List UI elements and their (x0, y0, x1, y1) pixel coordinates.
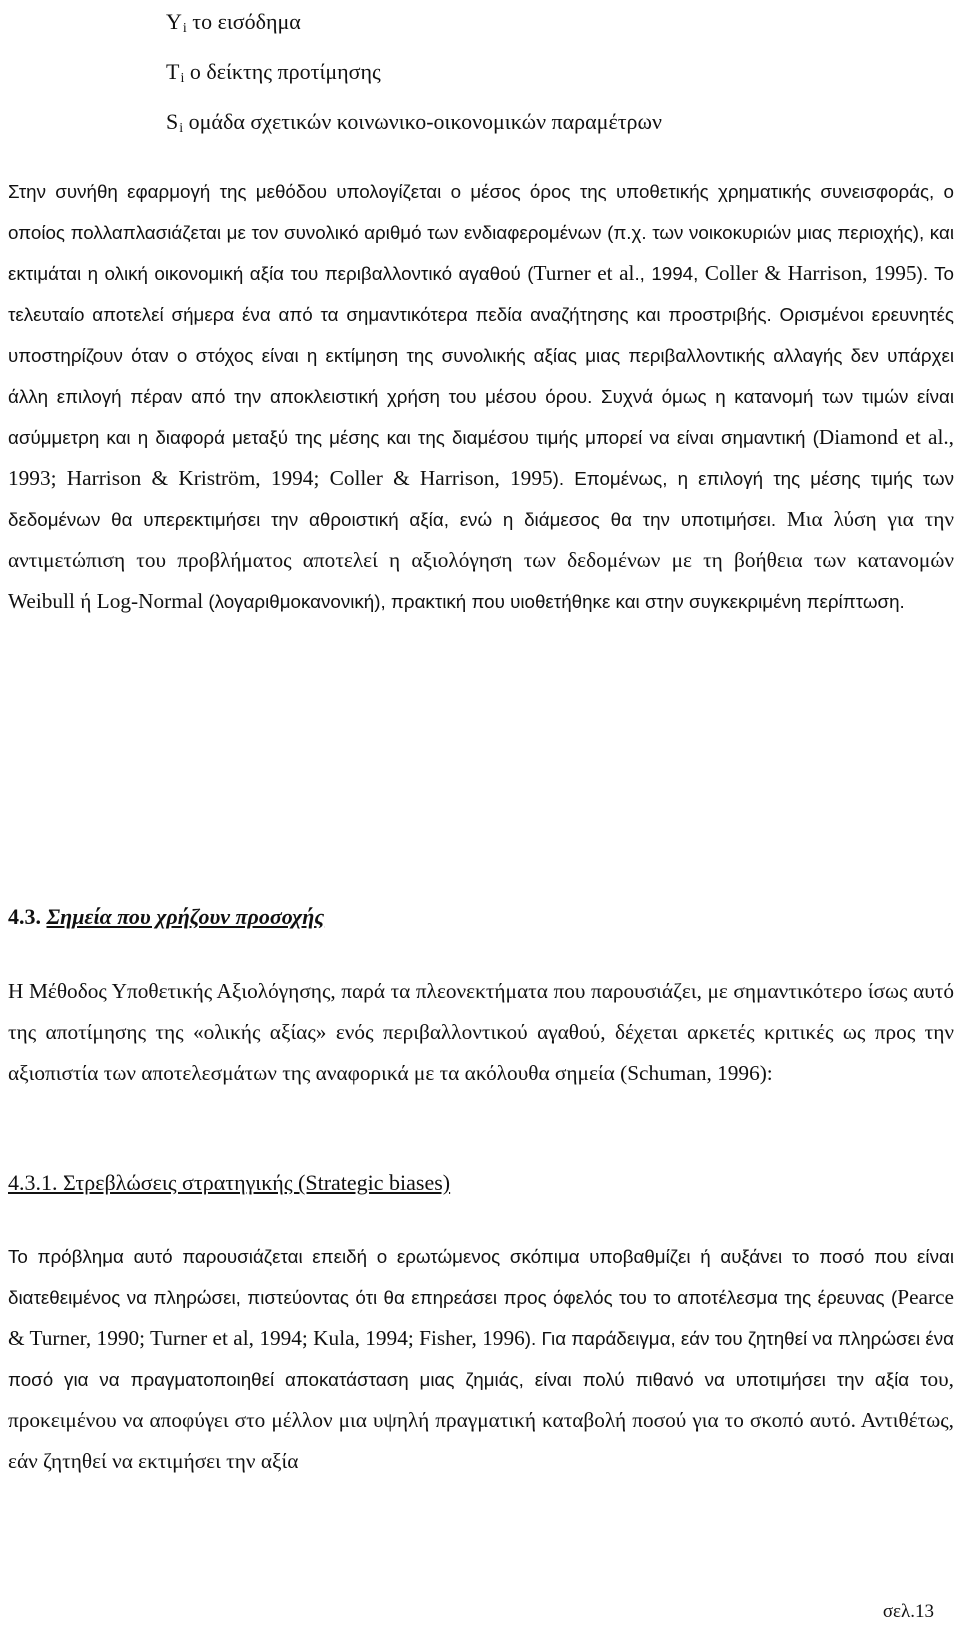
paragraph-criticisms: Η Μέθοδος Υποθετικής Αξιολόγησης, παρά τα πλεονεκτήματα που παρουσιάζει, με σημαντικότερο ίσως αυτό της αποτίμησης της «ολικής αξίας» ενός περιβαλλοντικού αγαθού, δέχεται αρκετές κριτικές ως προς την αξιοπιστία των αποτελεσμάτων της αναφορικά με τα ακόλουθα σημεία (Schuman, 1996): (8, 979, 954, 1085)
definition-row: $S_i$ ομάδα σχετικών κοινωνικο-οικονομικών παραμέτρων (166, 109, 662, 136)
paragraph-strategic-biases: Το πρόβλημα αυτό παρουσιάζεται επειδή ο ερωτώμενος σκόπιμα υποβαθμίζει ή αυξάνει το ποσό που είναι διατεθειμένος να πληρώσει, πιστεύοντας ότι θα επηρεάσει προς όφελός του το αποτέλεσμα της έρευνας (Pearce & Turner, 1990; Turner et al, 1994; Kula, 1994; Fisher, 1996). Για παράδειγμα, εάν του ζητηθεί να πληρώσει ένα ποσό για να πραγματοποιηθεί αποκατάσταση μιας ζημιάς, είναι πολύ πιθανό να υποτιμήσει την αξία του, προκειμένου να αποφύγει στο μέλλον μια υψηλή πραγματική καταβολή ποσού για το σκοπό αυτό. Αντιθέτως, εάν ζητηθεί να εκτιμήσει την αξία (8, 1246, 954, 1473)
variable-definitions (166, 0, 662, 150)
section-heading-4-3-1: 4.3.1. Στρεβλώσεις στρατηγικής (Strategic biases) (8, 1170, 451, 1195)
paragraph-mean-willingness-to-pay: Στην συνήθη εφαρμογή της μεθόδου υπολογίζεται ο μέσος όρος της υποθετικής χρηματικής συνεισφοράς, ο οποίος πολλαπλασιάζεται με τον συνολικό αριθμό των ενδιαφερομένων (π.χ. των νοικοκυριών μιας περιοχής), και εκτιμάται η ολική οικονομική αξία του περιβαλλοντικό αγαθού (Turner et al., 1994, Coller & Harrison, 1995). Το τελευταίο αποτελεί σήμερα ένα από τα σημαντικότερα πεδία αναζήτησης και προστριβής. Ορισμένοι ερευνητές υποστηρίζουν όταν ο στόχος είναι η εκτίμηση της συνολικής αξίας μιας περιβαλλοντικής αλλαγής δεν υπάρχει άλλη επιλογή πέραν από την αποκλειστική χρήση του μέσου όρου. Συχνά όμως η κατανομή των τιμών είναι ασύμμετρη και η διαφορά μεταξύ της μέσης και της διαμέσου τιμής μπορεί να είναι σημαντική (Diamond et al., 1993; Harrison & Kriström, 1994; Coller & Harrison, 1995). Επομένως, η επιλογή της μέσης τιμής των δεδομένων θα υπερεκτιμήσει την αθροιστική αξία, ενώ η διάμεσος θα την υποτιμήσει. Μια λύση για την αντιμετώπιση του προβλήματος αποτελεί η αξιολόγηση των δεδομένων με τη βοήθεια των κατανομών Weibull ή Log-Normal (λογαριθμοκανονική), πρακτική που υιοθετήθηκε και στην συγκεκριμένη περίπτωση. (8, 181, 955, 613)
page-number: σελ.13 (882, 1601, 934, 1622)
definition-row: $Y_i$ το εισόδημα (166, 9, 301, 36)
definition-row: $T_i$ ο δείκτης προτίμησης (166, 59, 381, 86)
section-heading-4-3: 4.3. Σημεία που χρήζουν προσοχής (8, 904, 325, 929)
